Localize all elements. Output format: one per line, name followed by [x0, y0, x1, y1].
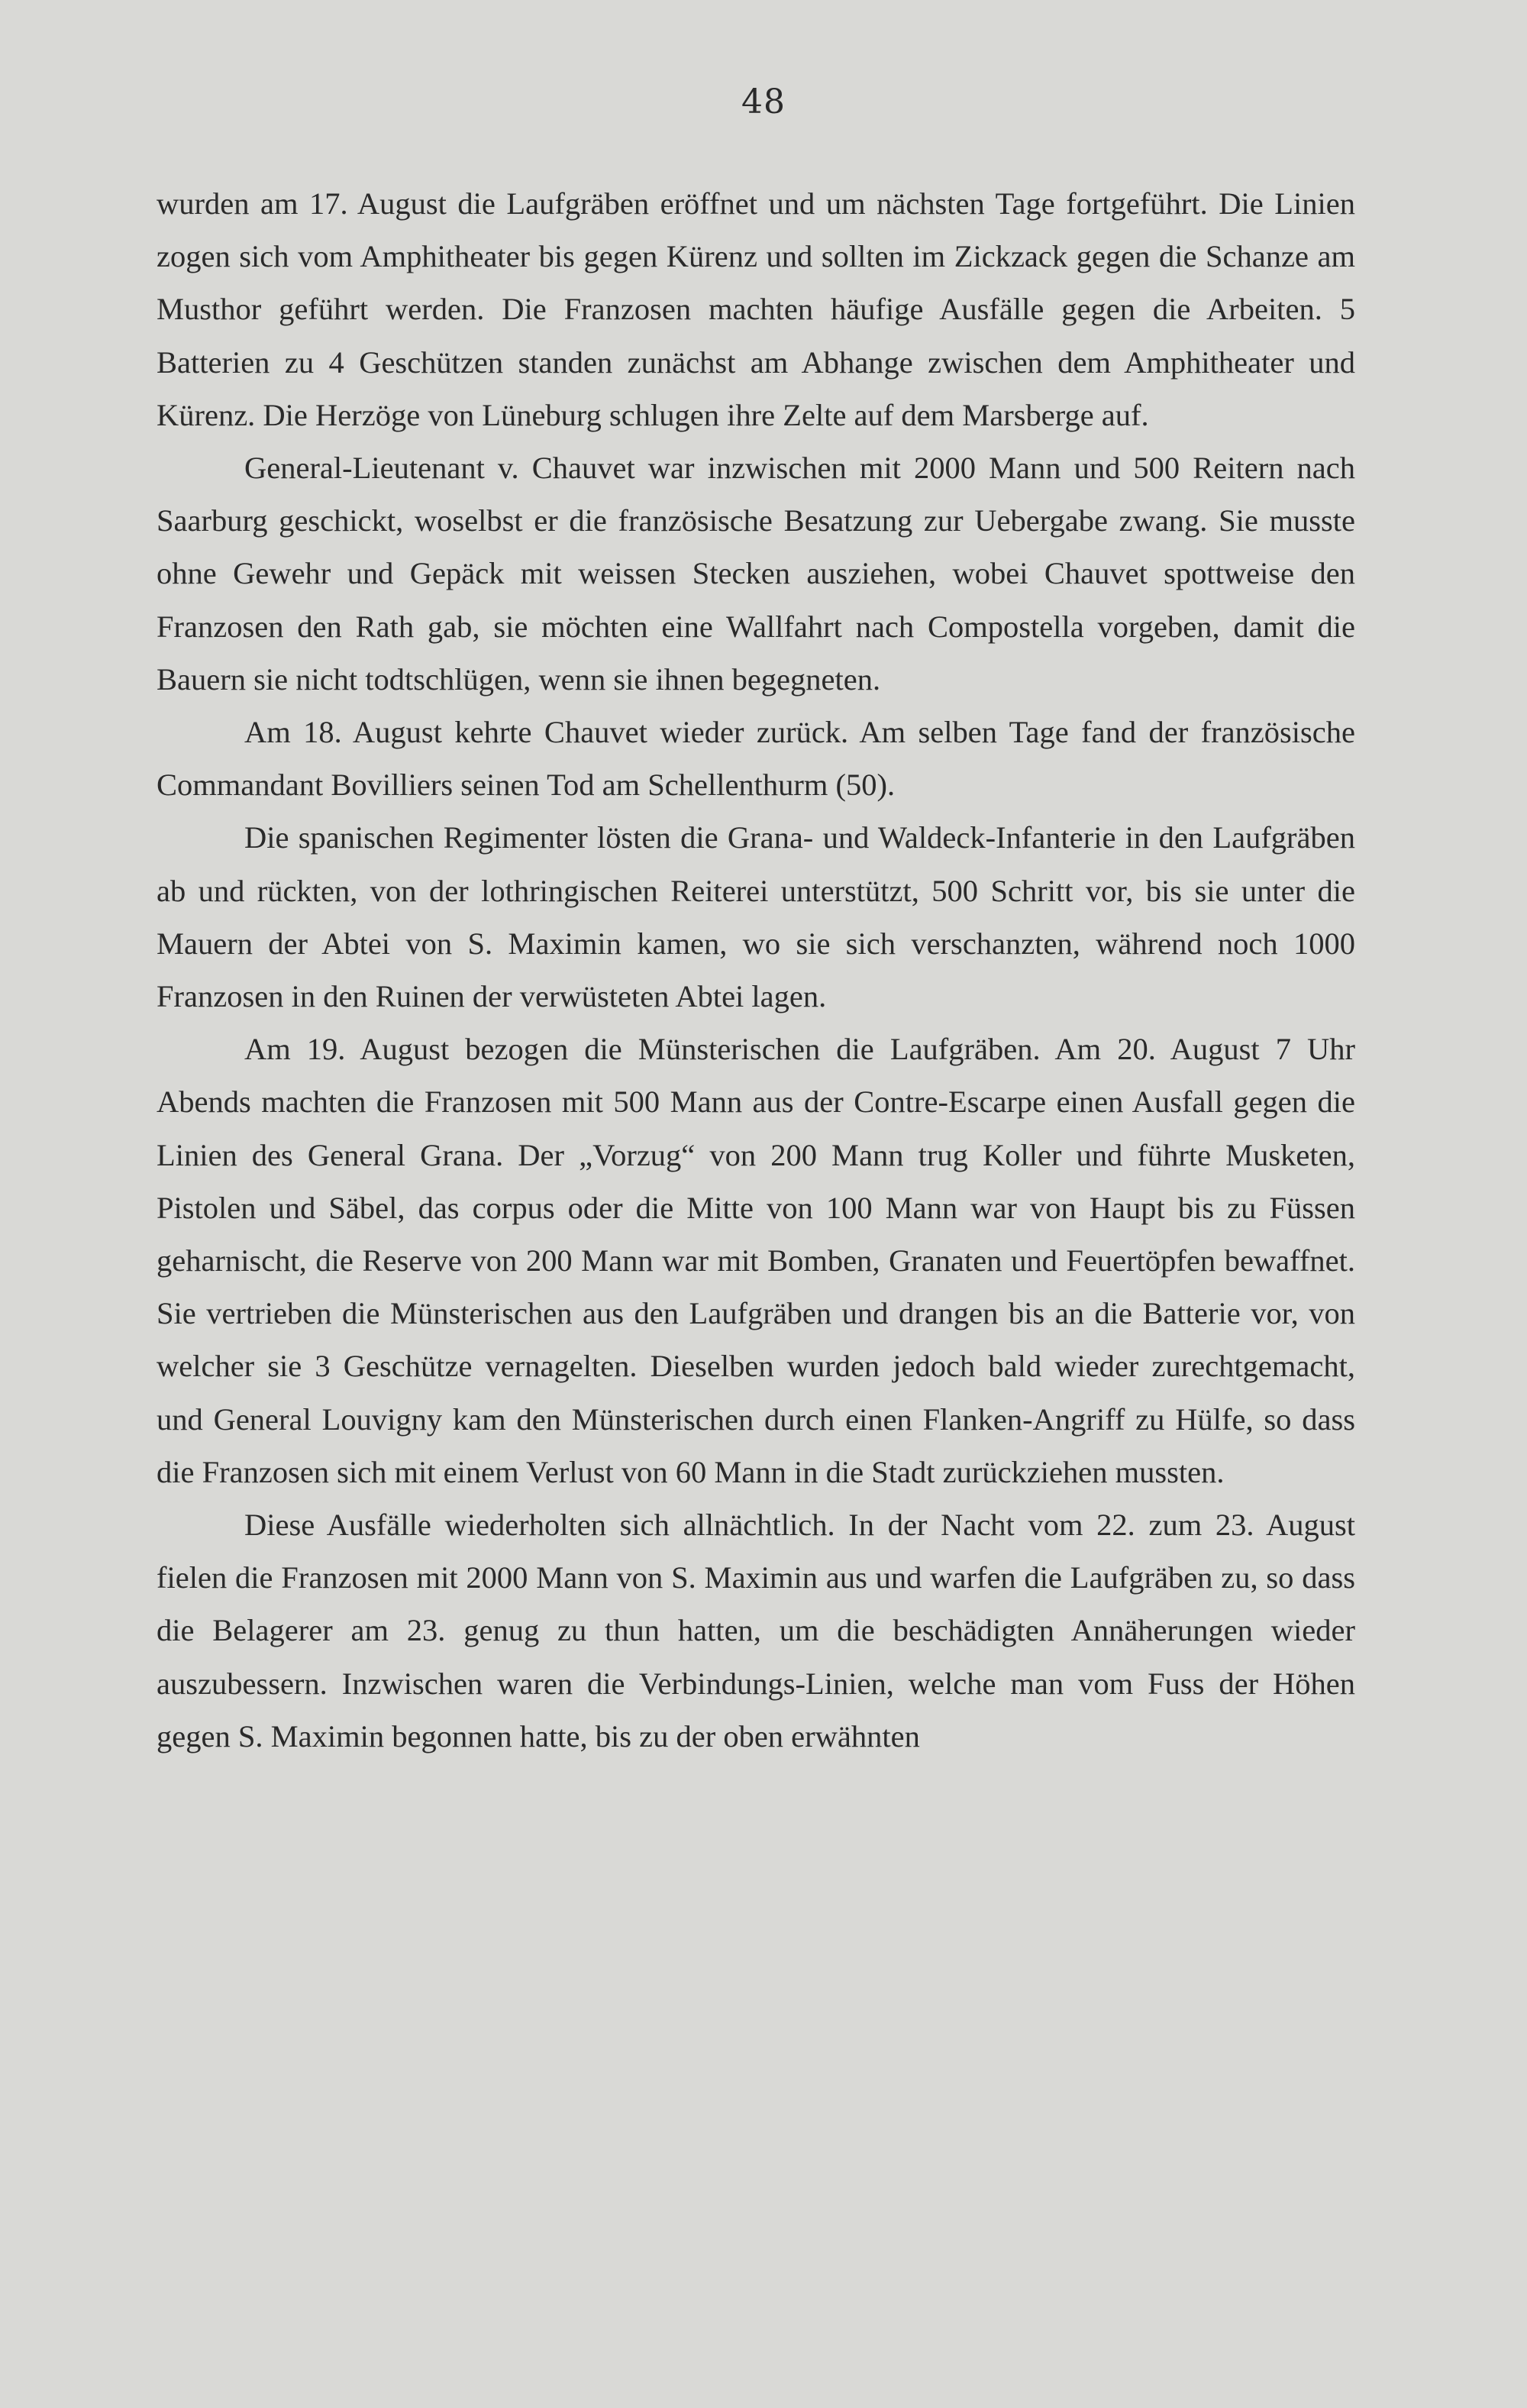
- paragraph-3: Am 18. August kehrte Chauvet wieder zurück. Am selben Tage fand der französische Commandant Bovilliers seinen Tod am Schellenthurm (50).: [157, 715, 1355, 803]
- paragraph-4: Die spanischen Regimenter lösten die Grana- und Waldeck-Infanterie in den Laufgräben ab und rückten, von der lothringischen Reiterei unterstützt, 500 Schritt vor, bis sie unter die Mauern der Abtei von S. Maximin kamen, wo sie sich verschanzten, während noch 1000 Franzosen in den Ruinen der verwüsteten Abtei lagen.: [157, 820, 1355, 1014]
- paragraph-1: wurden am 17. August die Laufgräben eröffnet und um nächsten Tage fortgeführt. Die Linien zogen sich vom Amphitheater bis gegen Kürenz und sollten im Zickzack gegen die Schanze am Musthor geführt werden. Die Franzosen machten häufige Ausfälle gegen die Arbeiten. 5 Batterien zu 4 Geschützen standen zunächst am Abhange zwischen dem Amphitheater und Kürenz. Die Herzöge von Lüneburg schlugen ihre Zelte auf dem Marsberge auf.: [157, 186, 1355, 432]
- paragraph-5: Am 19. August bezogen die Münsterischen die Laufgräben. Am 20. August 7 Uhr Abends machten die Franzosen mit 500 Mann aus der Contre-Escarpe einen Ausfall gegen die Linien des General Grana. Der „Vorzug“ von 200 Mann trug Koller und führte Musketen, Pistolen und Säbel, das corpus oder die Mitte von 100 Mann war von Haupt bis zu Füssen geharnischt, die Reserve von 200 Mann war mit Bomben, Granaten und Feuertöpfen bewaffnet. Sie vertrieben die Münsterischen aus den Laufgräben und drangen bis an die Batterie vor, von welcher sie 3 Geschütze vernagelten. Dieselben wurden jedoch bald wieder zurechtgemacht, und General Louvigny kam den Münsterischen durch einen Flanken-Angriff zu Hülfe, so dass die Franzosen sich mit einem Verlust von 60 Mann in die Stadt zurückziehen mussten.: [157, 1032, 1355, 1489]
- paragraph-6: Diese Ausfälle wiederholten sich allnächtlich. In der Nacht vom 22. zum 23. August fielen die Franzosen mit 2000 Mann von S. Maximin aus und warfen die Laufgräben zu, so dass die Belagerer am 23. genug zu thun hatten, um die beschädigten Annäherungen wieder auszubessern. Inzwischen waren die Verbindungs-Linien, welche man vom Fuss der Höhen gegen S. Maximin begonnen hatte, bis zu der oben erwähnten: [157, 1508, 1355, 1753]
- page-text-body: [157, 177, 1355, 1763]
- page-number: 48: [741, 82, 786, 121]
- paragraph-2: General-Lieutenant v. Chauvet war inzwischen mit 2000 Mann und 500 Reitern nach Saarburg geschickt, woselbst er die französische Besatzung zur Uebergabe zwang. Sie musste ohne Gewehr und Gepäck mit weissen Stecken ausziehen, wobei Chauvet spottweise den Franzosen den Rath gab, sie möchten eine Wallfahrt nach Compostella vorgeben, damit die Bauern sie nicht todtschlügen, wenn sie ihnen begegneten.: [157, 451, 1355, 697]
